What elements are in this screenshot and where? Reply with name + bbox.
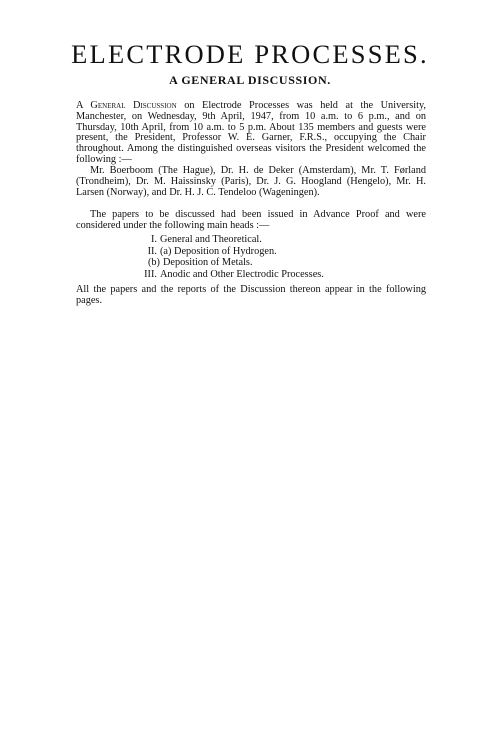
intro-body-text: on Electrode Processes was held at the University, Manchester, on Wednesday, 9th April, 1947, from 10 a.m. to 6 p.m., and on Thursday, 10th April, from 10 a.m. to 5 p.m. About 135 members and guests were present, the President, Professor W. E. Garner, F.R.S., occupying the Chair throughout. Among the distinguished overseas visitors the President welcomed the following :—: [76, 100, 426, 165]
main-head-item: [140, 234, 324, 246]
head-number: II.: [147, 245, 157, 257]
main-head-item: [140, 269, 324, 281]
intro-paragraph: [76, 101, 426, 166]
document-title: ELECTRODE PROCESSES.: [71, 39, 429, 69]
intro-lead-text: A General Discussion: [76, 100, 177, 111]
main-head-item: [140, 246, 324, 258]
head-text: Anodic and Other Electrodic Processes.: [160, 268, 324, 280]
closing-paragraph: All the papers and the reports of the Discussion thereon appear in the following pages.: [76, 284, 426, 306]
head-text: Deposition of Hydrogen.: [174, 245, 277, 257]
head-text: Deposition of Metals.: [163, 257, 253, 269]
heads-intro-paragraph: The papers to be discussed had been issued in Advance Proof and were considered under the following main heads :—: [76, 209, 426, 231]
head-subletter: (a): [160, 245, 172, 257]
head-text: General and Theoretical.: [160, 234, 262, 245]
head-number: III.: [144, 268, 157, 280]
head-number: I.: [150, 234, 157, 245]
document-subtitle: A GENERAL DISCUSSION.: [169, 73, 331, 87]
main-head-item: [140, 257, 324, 269]
main-heads-list: [140, 234, 324, 280]
visitors-paragraph: Mr. Boerboom (The Hague), Dr. H. de Deker (Amsterdam), Mr. T. Førland (Trondheim), Dr. M. Haissinsky (Paris), Dr. J. G. Hoogland (Hengelo), Mr. H. Larsen (Norway), and Dr. H. J. C. Tendeloo (Wageningen).: [76, 165, 426, 198]
head-subletter: (b): [147, 257, 160, 269]
